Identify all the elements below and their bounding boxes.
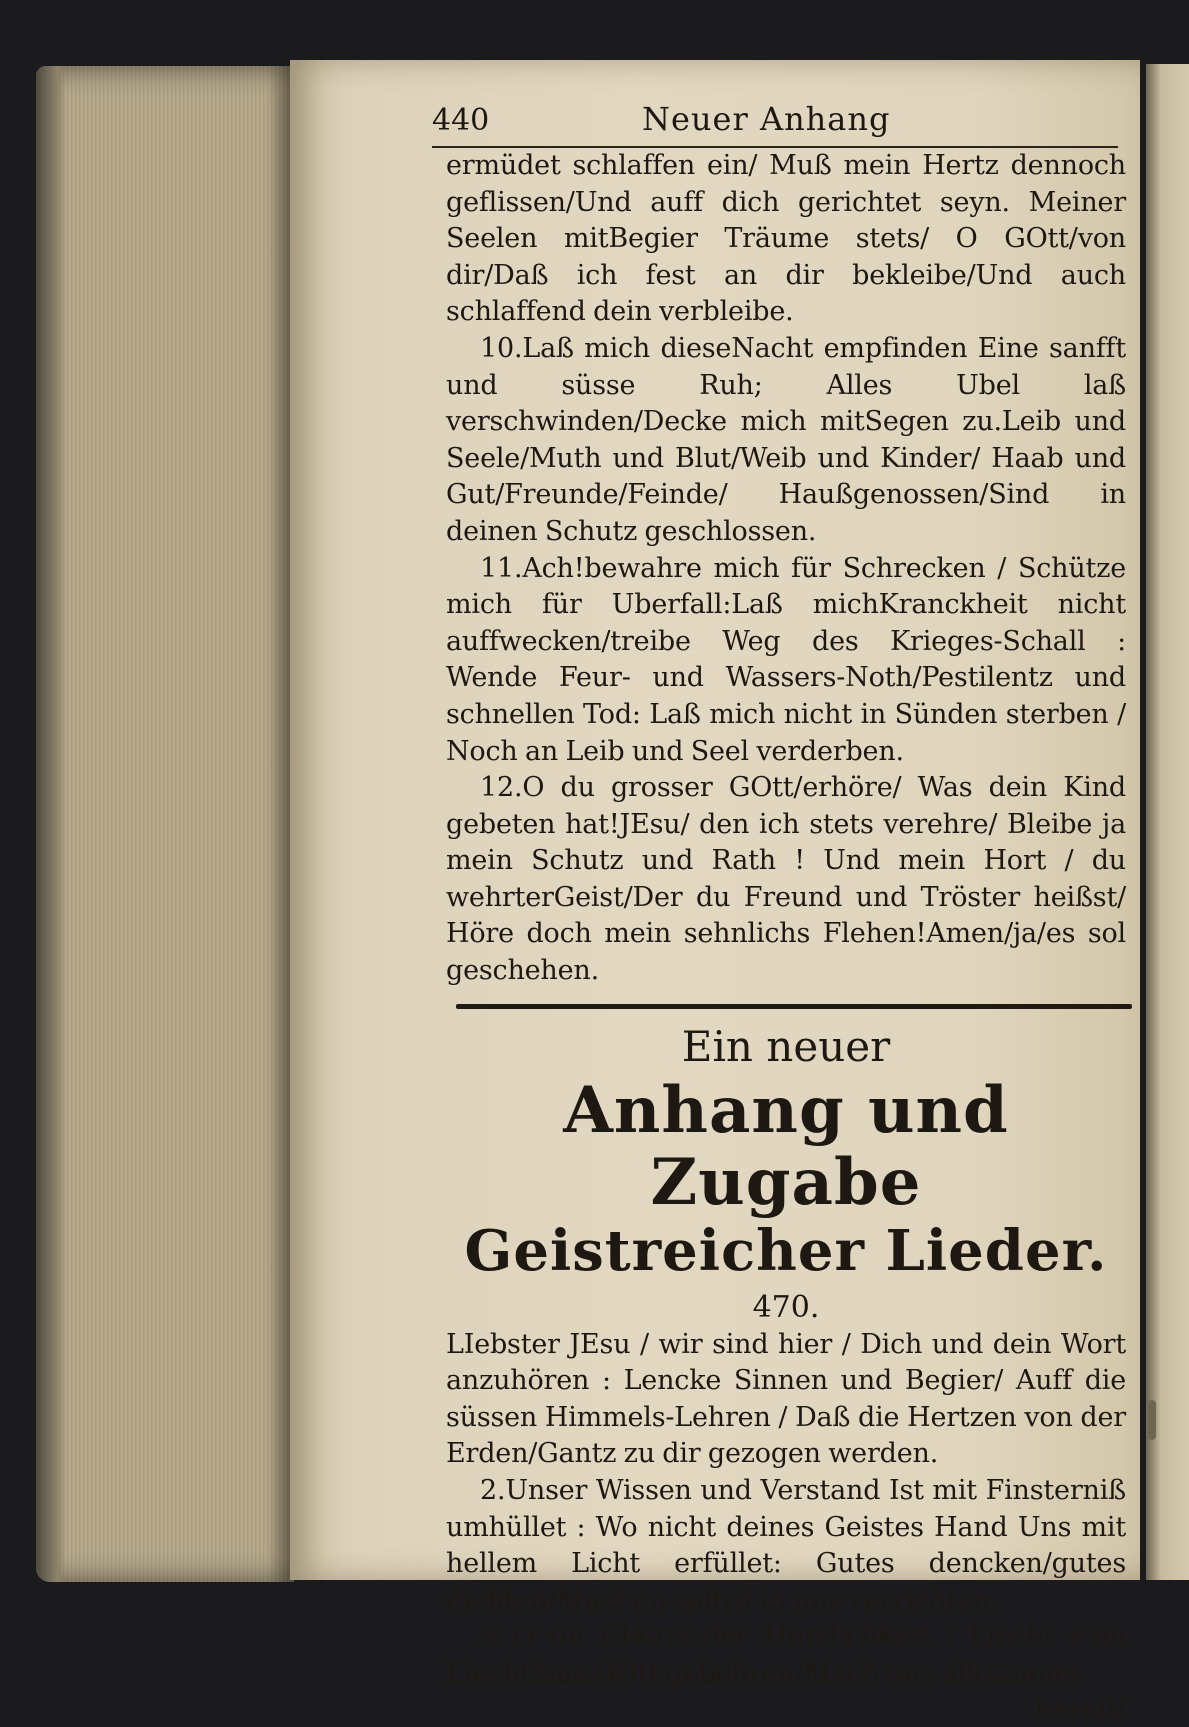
- section-title-line3: Geistreicher Lieder.: [464, 1217, 1108, 1284]
- stanza-10: 10.Laß mich dieseNacht empfinden Eine sanfft und süsse Ruh; Alles Ubel laß verschwinden/Decke mich mitSegen zu.Leib und Seele/Muth und Blut/Weib und Kinder/ Haab und Gut/Freunde/Feinde/ Haußgenossen/Sind in deinen Schutz geschlossen.: [446, 332, 1126, 547]
- next-page-edge: [1146, 64, 1189, 1580]
- section-title-line2: Anhang und Zugabe: [563, 1072, 1009, 1220]
- page-edges: [36, 66, 294, 1582]
- section-divider: [456, 1004, 1132, 1009]
- hymn-number: 470.: [752, 1289, 820, 1325]
- stanza-continuation: ermüdet schlaffen ein/ Muß mein Hertz dennoch geflissen/Und auff dich gerichtet seyn. Meiner Seelen mitBegier Träume stets/ O GOtt/von dir/Daß ich fest an dir bekleibe/Und auch schlaffend dein verbleibe.: [446, 150, 1126, 328]
- stanza-11: 11.Ach!bewahre mich für Schrecken / Schütze mich für Uberfall:Laß michKranckheit nicht auffwecken/treibe Weg des Krieges-Schall : Wende Feur- und Wassers-Noth/Pestilentz und schnellen Tod: Laß mich nicht in Sünden sterben / Noch an Leib und Seel verderben.: [446, 552, 1126, 767]
- hymn-stanza-1: LIebster JEsu / wir sind hier / Dich und dein Wort anzuhören : Lencke Sinnen und Begier/ Auff die süssen Himmels-Lehren / Daß die Hertzen von der Erden/Gantz zu dir gezogen werden.: [446, 1328, 1126, 1470]
- section-title-line1: Ein neuer: [681, 1021, 891, 1071]
- page-number: 440: [432, 103, 490, 138]
- running-head: Neuer Anhang: [642, 100, 891, 138]
- stanza-12: 12.O du grosser GOtt/erhöre/ Was dein Kind gebeten hat!JEsu/ den ich stets verehre/ Bleibe ja mein Schutz und Rath ! Und mein Hort / du wehrterGeist/Der du Freund und Tröster heißst/ Höre doch mein sehnlichs Flehen!Amen/ja/es sol geschehen.: [446, 772, 1126, 987]
- page-text: [432, 100, 1126, 1727]
- catchword: bereit/: [1035, 1693, 1126, 1725]
- hymn-stanza-2: 2.Unser Wissen und Verstand Ist mit Finsterniß umhüllet : Wo nicht deines Geistes Hand Uns mit hellem Licht erfüllet: Gutes dencken/gutes dichten/Must du selbst in uns verrichten.: [446, 1475, 1126, 1616]
- hymn-stanza-3: 3 O du Glantz der Herrlichkeit / Liecht vom Liecht/aus GOtt gebohren/Mach uns allesammt: [446, 1621, 1126, 1689]
- page-clip-mark: [1148, 1400, 1156, 1440]
- page-header: [432, 100, 1118, 148]
